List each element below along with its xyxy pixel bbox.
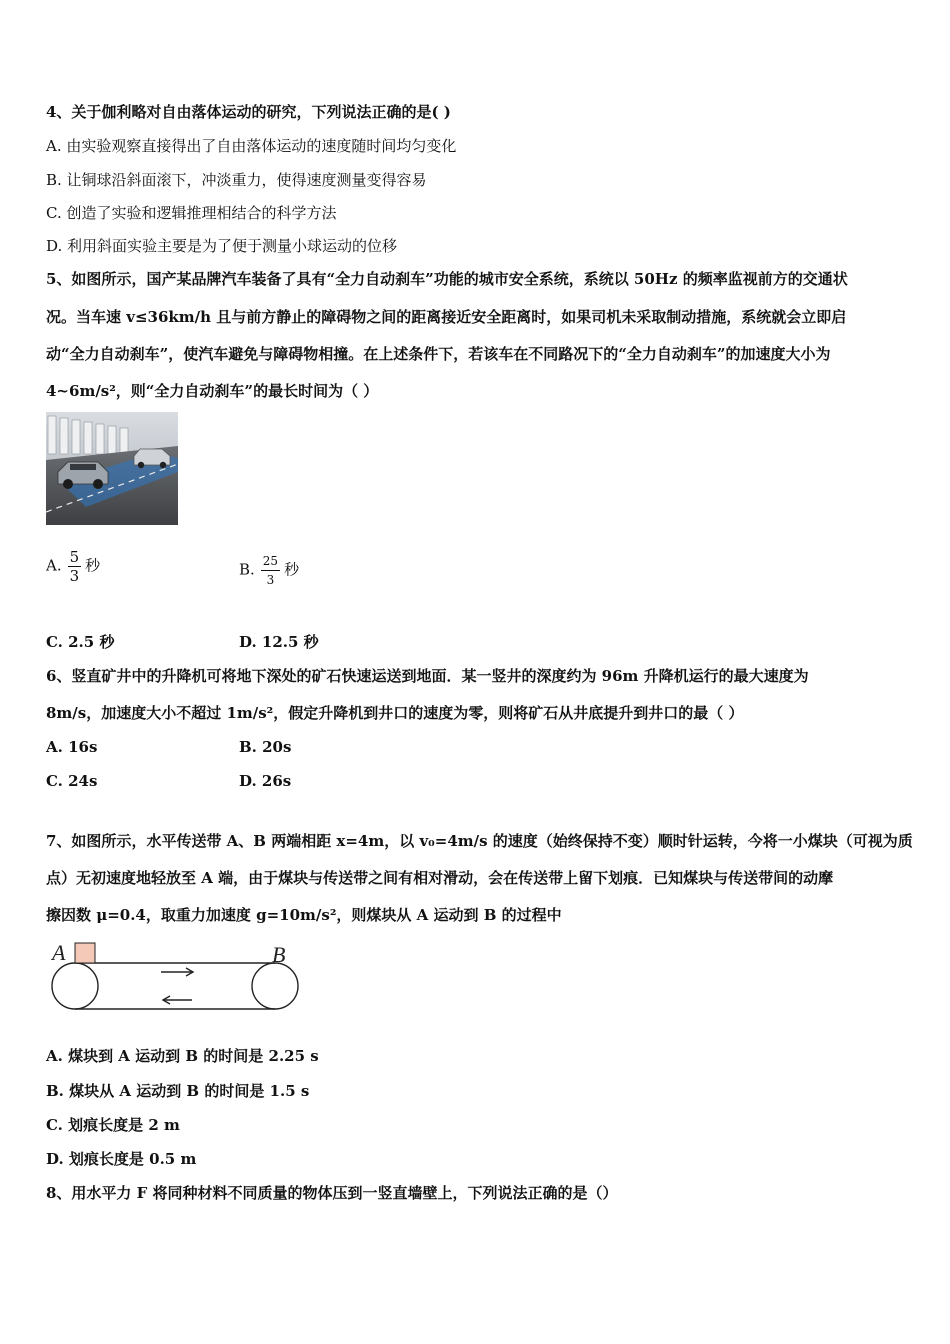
q7-option-d: D. 划痕长度是 0.5 m	[46, 1150, 197, 1168]
q6-line-2: 8m/s，加速度大小不超过 1m/s²，假定升降机到井口的速度为零，则将矿石从井底提升到井口的最（ ）	[46, 704, 744, 722]
fraction-numerator: 25	[261, 552, 280, 571]
q5-option-d: D. 12.5 秒	[239, 633, 319, 651]
q5-option-b	[239, 552, 299, 589]
q7-option-b: B. 煤块从 A 运动到 B 的时间是 1.5 s	[46, 1082, 310, 1100]
fraction-denominator: 3	[69, 567, 80, 585]
fraction-five-thirds	[68, 548, 82, 585]
q5-line-3: 动“全力自动刹车”，使汽车避免与障碍物相撞。在上述条件下，若该车在不同路况下的“全力自动刹车”的加速度大小为	[46, 345, 831, 363]
q7-line-1: 7、如图所示，水平传送带 A、B 两端相距 x=4m，以 v₀=4m/s 的速度（始终保持不变）顺时针运转，今将一小煤块（可视为质	[46, 832, 913, 850]
q4-option-d: D. 利用斜面实验主要是为了便于测量小球运动的位移	[46, 237, 398, 255]
q5-line-4: 4~6m/s²，则“全力自动刹车”的最长时间为（ ）	[46, 382, 379, 400]
q5-option-b-label: B.	[239, 560, 255, 579]
label-a: A	[52, 940, 66, 965]
left-pulley	[52, 963, 98, 1009]
q5-option-b-unit: 秒	[284, 560, 300, 579]
left-arrow-icon	[163, 996, 192, 1004]
q7-line-3: 擦因数 μ=0.4，取重力加速度 g=10m/s²，则煤块从 A 运动到 B 的过程中	[46, 906, 562, 924]
right-arrow-icon	[161, 968, 193, 976]
q4-stem: 4、关于伽利略对自由落体运动的研究，下列说法正确的是( )	[46, 103, 451, 121]
q7-option-c: C. 划痕长度是 2 m	[46, 1116, 180, 1134]
q4-option-a: A. 由实验观察直接得出了自由落体运动的速度随时间均匀变化	[46, 137, 457, 155]
q5-option-c: C. 2.5 秒	[46, 633, 115, 651]
fraction-twentyfive-thirds	[261, 552, 280, 589]
q4-option-b: B. 让铜球沿斜面滚下，冲淡重力，使得速度测量变得容易	[46, 171, 427, 189]
q4-option-c: C. 创造了实验和逻辑推理相结合的科学方法	[46, 204, 337, 222]
conveyor-belt-diagram	[46, 938, 306, 1018]
coal-block	[75, 943, 95, 963]
q6-line-1: 6、竖直矿井中的升降机可将地下深处的矿石快速运送到地面．某一竖井的深度约为 96m 升降机运行的最大速度为	[46, 667, 809, 685]
q6-option-a: A. 16s	[46, 738, 98, 756]
q5-option-a-label: A.	[46, 556, 62, 575]
label-b: B	[272, 942, 286, 967]
q5-option-a-unit: 秒	[85, 556, 101, 575]
q8-stem: 8、用水平力 F 将同种材料不同质量的物体压到一竖直墙壁上，下列说法正确的是（）	[46, 1184, 618, 1202]
q6-option-d: D. 26s	[239, 772, 292, 790]
right-pulley	[252, 963, 298, 1009]
q5-line-1: 5、如图所示，国产某品牌汽车装备了具有“全力自动刹车”功能的城市安全系统，系统以 50Hz 的频率监视前方的交通状	[46, 270, 848, 288]
q5-option-a	[46, 548, 100, 585]
q5-line-2: 况。当车速 v≤36km/h 且与前方静止的障碍物之间的距离接近安全距离时，如果司机未采取制动措施，系统就会立即启	[46, 308, 847, 326]
q6-option-b: B. 20s	[239, 738, 292, 756]
fraction-denominator: 3	[266, 573, 275, 587]
q7-option-a: A. 煤块到 A 运动到 B 的时间是 2.25 s	[46, 1047, 319, 1065]
q6-option-c: C. 24s	[46, 772, 98, 790]
q7-line-2: 点）无初速度地轻放至 A 端，由于煤块与传送带之间有相对滑动，会在传送带上留下划痕．已知煤块与传送带间的动摩	[46, 869, 834, 887]
fraction-numerator: 5	[69, 548, 80, 566]
car-braking-photo	[46, 412, 178, 525]
